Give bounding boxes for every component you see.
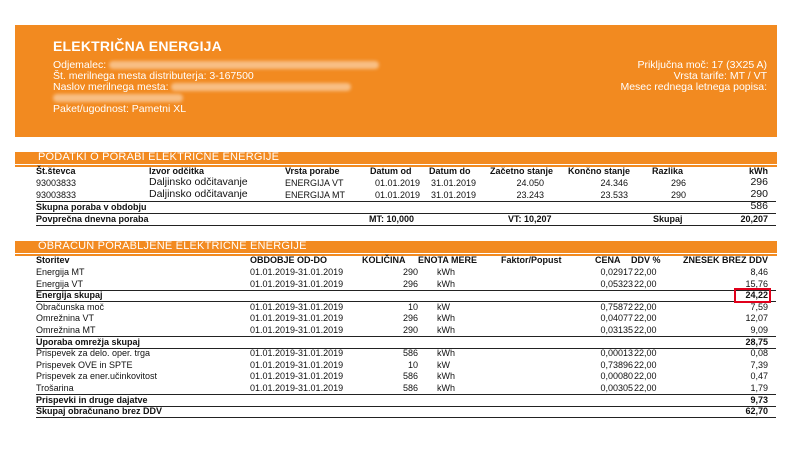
cell-vat: 22,00 [634,371,657,381]
table-row [36,347,776,359]
cell-price: 0,73896 [600,360,633,370]
cell-unit: kW [437,302,450,312]
cell-price: 0,04077 [600,313,633,323]
cell-price: 0,05323 [600,279,633,289]
cell-service: Uporaba omrežja skupaj [36,337,141,347]
cell-unit: kWh [437,267,455,277]
daily-average-total-value: 20,207 [740,214,768,224]
cell-service: Prispevek za ener.učinkovitost [36,371,158,381]
cell-price: 0,00305 [600,383,633,393]
cell-period: 01.01.2019-31.01.2019 [250,383,344,393]
table-row [36,370,776,382]
cell-quantity: 586 [402,348,418,358]
cell-period: 01.01.2019-31.01.2019 [250,267,344,277]
cell-period: 01.01.2019-31.01.2019 [250,371,344,381]
cell-meter: 93003833 [36,190,77,200]
cell-unit: kWh [437,279,455,289]
cell-quantity: 586 [402,371,418,381]
table-row [36,266,776,278]
table-row [36,177,776,189]
cell-date-from: 01.01.2019 [375,178,421,188]
col-kwh: kWh [749,166,768,176]
cell-service: Omrežnina VT [36,313,95,323]
cell-service: Energija MT [36,267,85,277]
cell-service: Energija VT [36,279,84,289]
cell-service: Prispevek za delo. oper. trga [36,348,151,358]
cell-amount: 12,07 [745,313,768,323]
cell-vat: 22,00 [634,383,657,393]
billing-table-header [36,254,776,266]
col-amount-excl-vat: ZNESEK BREZ DDV [682,255,768,265]
annual-reading-month: Mesec rednega letnega popisa: [620,81,767,93]
cell-unit: kWh [437,325,455,335]
cell-vat: 22,00 [634,279,657,289]
metering-point-number: Št. merilnega mesta distributerja: 3-167500 [53,70,254,82]
cell-date-from: 01.01.2019 [375,190,421,200]
cell-amount: 0,47 [750,371,768,381]
cell-consumption-type: ENERGIJA MT [285,190,346,200]
daily-average-mt: MT: 10,000 [369,214,415,224]
cell-price: 0,03135 [600,325,633,335]
cell-end-state: 23.533 [600,190,628,200]
cell-amount: 7,39 [750,360,768,370]
daily-average-total-label: Skupaj [653,214,683,224]
cell-amount: 24,22 [745,290,768,300]
cell-amount: 0,08 [750,348,768,358]
header-title: ELEKTRIČNA ENERGIJA [53,38,222,54]
cell-quantity: 290 [402,325,418,335]
cell-vat: 22,00 [634,302,657,312]
daily-average-row [36,213,776,226]
cell-period: 01.01.2019-31.01.2019 [250,302,344,312]
cell-quantity: 296 [402,279,418,289]
cell-amount: 15,76 [745,279,768,289]
billing-section-bar [15,241,777,253]
cell-amount: 8,46 [750,267,768,277]
col-factor-discount: Faktor/Popust [501,255,562,265]
col-end-state: Končno stanje [568,166,631,176]
cell-unit: kWh [437,383,455,393]
cell-unit: kWh [437,313,455,323]
consumption-section-title: PODATKI O PORABI ELEKTRIČNE ENERGIJE [38,151,280,163]
total-consumption-value: 586 [750,200,768,212]
cell-difference: 296 [670,178,686,188]
cell-amount: 1,79 [750,383,768,393]
cell-reading-source: Daljinsko odčitavanje [149,188,248,200]
cell-quantity: 586 [402,383,418,393]
cell-difference: 290 [670,190,686,200]
col-vat: DDV % [631,255,661,265]
cell-price: 0,00080 [600,371,633,381]
daily-average-vt: VT: 10,207 [508,214,552,224]
cell-unit: kWh [437,348,455,358]
subtotal-row [36,405,776,418]
col-unit: ENOTA MERE [418,255,478,265]
col-date-to: Datum do [429,166,471,176]
col-service: Storitev [36,255,70,265]
cell-service: Omrežnina MT [36,325,96,335]
cell-vat: 22,00 [634,313,657,323]
cell-quantity: 296 [402,313,418,323]
col-start-state: Začetno stanje [490,166,554,176]
col-price: CENA [595,255,621,265]
cell-date-to: 31.01.2019 [431,190,477,200]
redacted-address [171,83,351,91]
col-difference: Razlika [652,166,684,176]
cell-amount: 9,09 [750,325,768,335]
consumption-table-header [36,165,776,177]
cell-service: Prispevki in druge dajatve [36,395,148,405]
cell-price: 0,02917 [600,267,633,277]
cell-price: 0,00013 [600,348,633,358]
table-row [36,312,776,324]
cell-amount: 7,59 [750,302,768,312]
col-period: OBDOBJE OD-DO [250,255,328,265]
cell-quantity: 10 [407,302,418,312]
electricity-header-panel [15,25,777,137]
col-meter: Št.števca [36,166,76,176]
cell-amount: 28,75 [745,337,768,347]
customer-label: Odjemalec: [53,59,107,71]
billing-section-title: OBRAČUN PORABLJENE ELEKTRIČNE ENERGIJE [38,240,307,252]
cell-amount: 9,73 [750,395,768,405]
col-quantity: KOLIČINA [362,255,406,265]
cell-amount: 62,70 [745,406,768,416]
cell-consumption-type: ENERGIJA VT [285,178,344,188]
cell-meter: 93003833 [36,178,77,188]
cell-start-state: 24.050 [516,178,544,188]
cell-service: Prispevek OVE in SPTE [36,360,133,370]
col-consumption-type: Vrsta porabe [285,166,340,176]
cell-vat: 22,00 [634,348,657,358]
cell-price: 0,75872 [600,302,633,312]
cell-period: 01.01.2019-31.01.2019 [250,348,344,358]
cell-unit: kWh [437,371,455,381]
cell-reading-source: Daljinsko odčitavanje [149,176,248,188]
col-date-from: Datum od [370,166,412,176]
energy-total-highlight-box [734,288,771,303]
cell-quantity: 10 [407,360,418,370]
cell-kwh: 290 [750,188,768,200]
cell-unit: kW [437,360,450,370]
package-line: Paket/ugodnost: Pametni XL [53,103,187,115]
cell-service: Obračunska moč [36,302,105,312]
redacted-address-2 [53,94,183,102]
cell-kwh: 296 [750,176,768,188]
cell-service: Trošarina [36,383,74,393]
cell-service: Energija skupaj [36,290,103,300]
col-reading-source: Izvor odčitka [149,166,205,176]
redacted-customer [109,61,379,69]
connection-power: Priključna moč: 17 (3X25 A) [637,59,767,71]
cell-vat: 22,00 [634,360,657,370]
cell-vat: 22,00 [634,325,657,335]
consumption-section-bar [15,152,777,164]
cell-period: 01.01.2019-31.01.2019 [250,313,344,323]
cell-period: 01.01.2019-31.01.2019 [250,279,344,289]
daily-average-label: Povprečna dnevna poraba [36,214,149,224]
cell-service: Skupaj obračunano brez DDV [36,406,163,416]
cell-period: 01.01.2019-31.01.2019 [250,325,344,335]
cell-vat: 22,00 [634,267,657,277]
cell-period: 01.01.2019-31.01.2019 [250,360,344,370]
cell-date-to: 31.01.2019 [431,178,477,188]
total-consumption-label: Skupna poraba v obdobju [36,202,147,212]
cell-start-state: 23.243 [516,190,544,200]
metering-address-label: Naslov merilnega mesta: [53,81,169,93]
cell-end-state: 24.346 [600,178,628,188]
cell-quantity: 290 [402,267,418,277]
tariff-type: Vrsta tarife: MT / VT [673,70,767,82]
